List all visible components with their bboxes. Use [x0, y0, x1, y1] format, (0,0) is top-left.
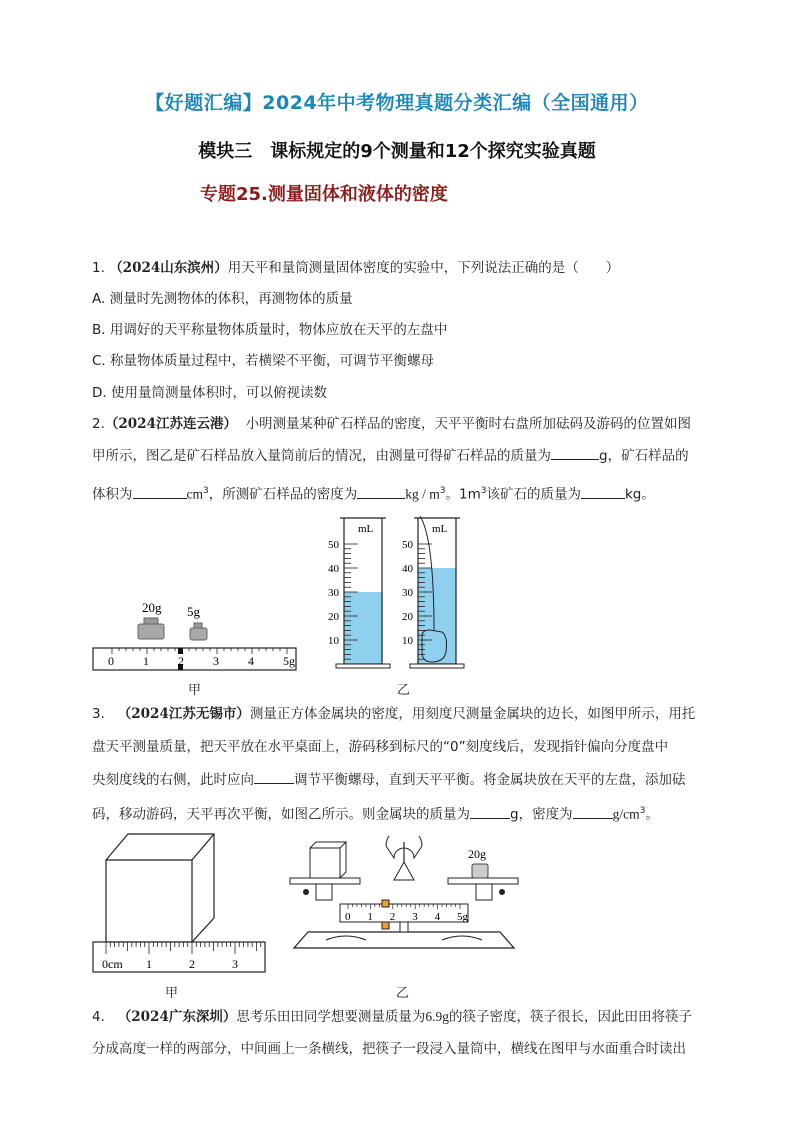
- right-pan: [448, 878, 518, 884]
- fulcrum-icon: [394, 862, 414, 880]
- left-screw-icon: [303, 889, 309, 895]
- weight-label-5g: 5g: [187, 604, 200, 619]
- option-d: D. 使用量筒测量体积时，可以俯视读数: [92, 385, 327, 401]
- question-number: 4.: [92, 1009, 105, 1025]
- unit-ml-before: mL: [358, 523, 374, 535]
- question-source: （2024山东滨州）: [109, 260, 228, 276]
- question-text: ，所测矿石样品的密度为: [208, 486, 358, 503]
- cylinder-tick-label: 50: [402, 539, 413, 551]
- option-c: C. 称量物体质量过程中，若横梁不平衡，可调节平衡螺母: [92, 353, 435, 369]
- balance-scale-label: 4: [434, 911, 441, 923]
- cylinder-tick-label: 40: [328, 563, 339, 575]
- q2-figure-cylinders: [318, 512, 478, 672]
- question-text: 。: [645, 806, 659, 823]
- answer-blank[interactable]: [357, 484, 405, 499]
- question-number: 1.: [92, 260, 105, 276]
- cylinder-tick-label: 20: [402, 611, 413, 623]
- question-3-line-3: [92, 769, 686, 790]
- scale-tick-label: 1: [143, 654, 149, 668]
- weight-label-20g: 20g: [142, 600, 162, 615]
- answer-blank[interactable]: [581, 484, 625, 499]
- question-text: 调节平衡螺母，直到天平平衡。将金属块放在天平的左盘，添加砝: [294, 772, 686, 788]
- question-2-line-2: [92, 445, 689, 466]
- superscript: 3: [203, 486, 209, 496]
- question-text: 码，移动游码，天平再次平衡，如图乙所示。则金属块的质量为: [92, 806, 470, 823]
- question-number: 3.: [92, 706, 105, 722]
- question-4-line-1: [92, 1007, 692, 1027]
- caption-jia-q3: 甲: [165, 986, 179, 1001]
- module-title: 模块三 课标规定的9个测量和12个探究实验真题: [198, 141, 596, 162]
- caption-yi-q3: 乙: [396, 986, 410, 1001]
- balance-scale-label: 3: [412, 911, 418, 923]
- cylinder-after-base: [410, 664, 464, 668]
- q2-figure-scale: [90, 598, 300, 674]
- option-b: B. 用调好的天平称量物体质量时，物体应放在天平的左盘中: [92, 322, 448, 338]
- unit-label: cm: [186, 486, 203, 502]
- question-3-line-4: [92, 801, 659, 825]
- caption-yi: 乙: [397, 683, 411, 698]
- question-1: [92, 258, 619, 278]
- question-number: 2.: [92, 416, 105, 432]
- q3-figure-cube-ruler: [90, 830, 270, 978]
- question-stem: 用天平和量筒测量固体密度的实验中，下列说法正确的是（ ）: [227, 260, 620, 276]
- question-source: （2024江苏连云港）: [104, 416, 237, 432]
- question-text: 该矿石的质量为: [486, 486, 581, 503]
- unit-label: g/cm: [612, 806, 640, 822]
- question-text: 央刻度线的右侧，此时应向: [92, 772, 254, 788]
- weight-20g-icon: [138, 624, 164, 639]
- right-screw-icon: [499, 889, 505, 895]
- rider-lower-icon: [382, 922, 389, 929]
- scale-tick-label: 3: [213, 654, 219, 668]
- caption-jia: 甲: [188, 683, 202, 698]
- question-source: （2024江苏无锡市）: [117, 706, 250, 722]
- weight-20g-knob: [144, 618, 158, 624]
- question-2-line-1: [92, 414, 691, 434]
- ruler-tick-label: 2: [189, 957, 195, 971]
- scale-tick-label: 0: [108, 654, 114, 668]
- superscript: 3: [639, 806, 646, 816]
- question-text: 的筷子密度，筷子很长，因此田田将筷子: [448, 1009, 692, 1025]
- superscript: 3: [439, 486, 446, 496]
- cylinder-water-before: [344, 592, 382, 664]
- unit-label: kg / m: [405, 486, 440, 502]
- weight-5g-knob: [194, 623, 202, 628]
- cylinder-tick-label: 40: [402, 563, 413, 575]
- cylinder-tick-label: 30: [402, 587, 413, 599]
- balance-scale-label: 0: [345, 911, 351, 923]
- balance-scale-label: 1: [367, 911, 373, 923]
- cylinder-tick-label: 20: [328, 611, 339, 623]
- question-text: 。1m: [445, 486, 481, 503]
- scale-tick-label: 4: [248, 654, 254, 668]
- question-4-line-2: 分成高度一样的两部分，中间画上一条横线，把筷子一段浸入量筒中，横线在图甲与水面重合时读出: [92, 1041, 686, 1057]
- answer-blank[interactable]: [573, 804, 613, 819]
- unit-ml-after: mL: [432, 523, 448, 535]
- option-a: A. 测量时先测物体的体积，再测物体的质量: [92, 291, 353, 307]
- scale-bar: [93, 648, 296, 670]
- left-post: [316, 884, 332, 900]
- question-text: 测量正方体金属块的密度，用刻度尺测量金属块的边长，如图甲所示，用托: [249, 706, 696, 722]
- question-3-line-1: [92, 704, 695, 724]
- left-pan: [290, 878, 360, 884]
- weight-label-20g-q3: 20g: [468, 847, 486, 861]
- balance-scale-bar: [340, 904, 468, 922]
- ruler-tick-label: 1: [146, 957, 152, 971]
- q3-figure-balance: [286, 836, 522, 958]
- question-text: g，密度为: [510, 806, 573, 823]
- answer-blank[interactable]: [254, 769, 294, 784]
- scale-tick-label: 5g: [283, 654, 295, 668]
- answer-blank[interactable]: [470, 804, 510, 819]
- question-text: 甲所示，图乙是矿石样品放入量筒前后的情况，由测量可得矿石样品的质量为: [92, 448, 551, 464]
- question-source: （2024广东深圳）: [117, 1009, 237, 1025]
- center-stand: [400, 922, 408, 932]
- question-3-line-2: 盘天平测量质量，把天平放在水平桌面上，游码移到标尺的“0”刻度线后，发现指针偏向分度盘中: [92, 739, 669, 755]
- cylinder-tick-label: 10: [328, 635, 339, 647]
- cylinder-tick-label: 50: [328, 539, 339, 551]
- mass-value: 6.9g: [425, 1009, 449, 1024]
- metal-cube-icon: [310, 848, 340, 878]
- cylinder-tick-label: 30: [328, 587, 339, 599]
- topic-title: 专题25.测量固体和液体的密度: [200, 184, 448, 205]
- question-text: 体积为: [92, 486, 133, 503]
- ruler-tick-label: 3: [232, 957, 238, 971]
- cube-outline: [106, 834, 214, 942]
- question-text: 思考乐田田同学想要测量质量为: [236, 1009, 426, 1025]
- answer-blank[interactable]: [551, 445, 599, 460]
- balance-scale-label: 2: [389, 911, 396, 923]
- balance-scale-label: 5g: [457, 911, 468, 923]
- superscript: 3: [480, 486, 487, 496]
- question-text: kg。: [624, 486, 655, 503]
- rider-icon: [382, 900, 389, 907]
- ore-sample-icon: [422, 630, 447, 662]
- cylinder-tick-label: 10: [402, 635, 413, 647]
- scale-tick-label: 2: [178, 654, 184, 668]
- right-post: [476, 884, 492, 900]
- weight-20g-q3-icon: [472, 864, 488, 878]
- weight-5g-icon: [190, 628, 207, 640]
- question-text: g，矿石样品的: [599, 448, 689, 464]
- cylinder-before-base: [336, 664, 390, 668]
- answer-blank[interactable]: [133, 484, 187, 499]
- question-text: 小明测量某种矿石样品的密度，天平平衡时右盘所加砝码及游码的位置如图: [245, 416, 692, 432]
- ruler-tick-label: 0cm: [102, 957, 123, 971]
- question-2-line-3: [92, 481, 655, 505]
- doc-title: 【好题汇编】2024年中考物理真题分类汇编（全国通用）: [145, 92, 649, 114]
